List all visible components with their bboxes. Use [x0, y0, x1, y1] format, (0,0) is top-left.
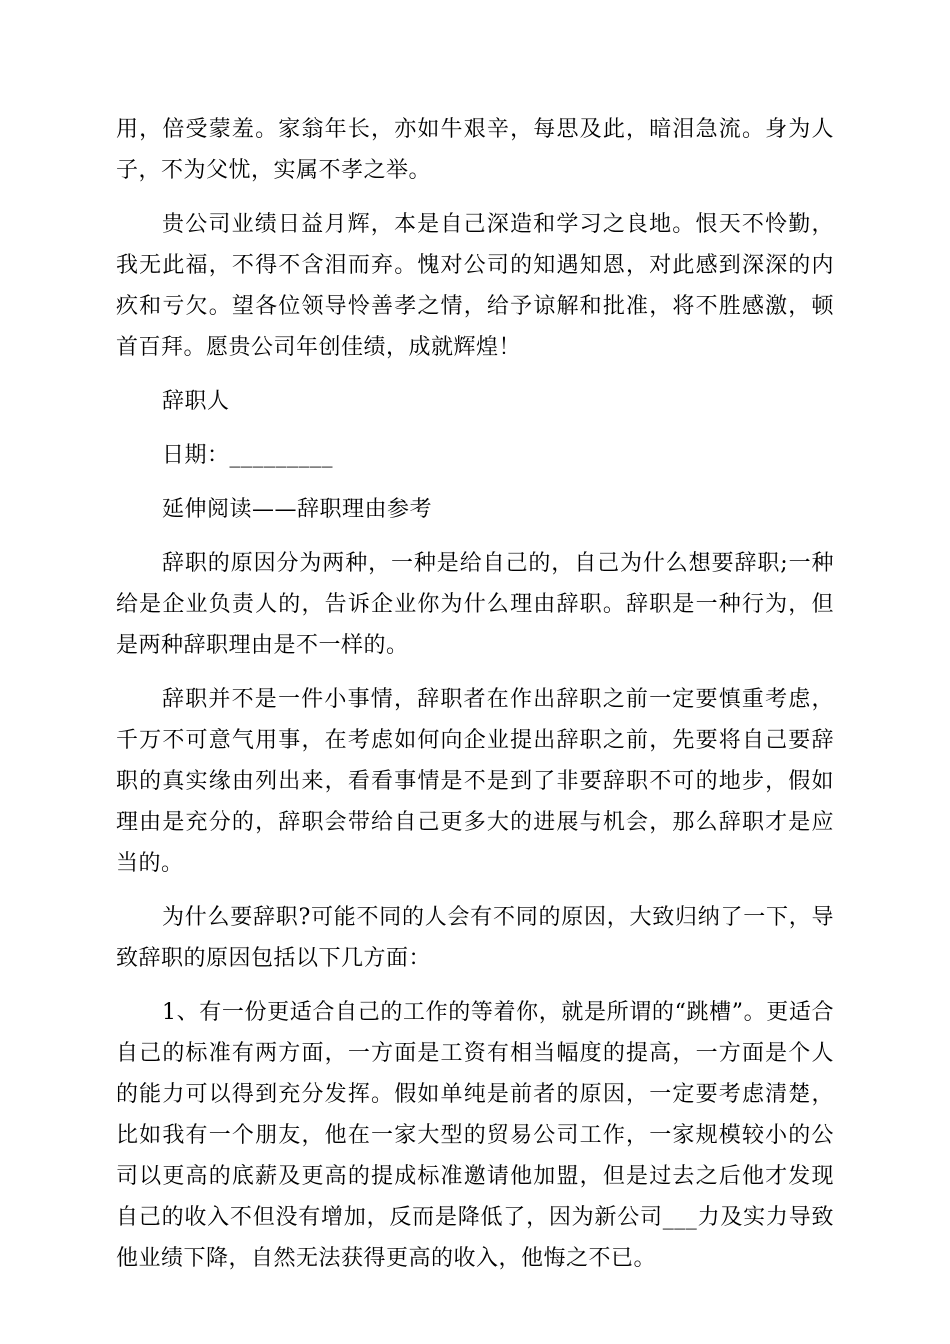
- document-page: [116, 109, 834, 1279]
- paragraph-reasons-types: 辞职的原因分为两种，一种是给自己的，自己为什么想要辞职;一种给是企业负责人的，告诉企业你为什么理由辞职。辞职是一种行为，但是两种辞职理由是不一样的。: [116, 551, 834, 658]
- paragraph-reason-1: 1、有一份更适合自己的工作的等着你，就是所谓的“跳槽”。更适合自己的标准有两方面，一方面是工资有相当幅度的提高，一方面是个人的能力可以得到充分发挥。假如单纯是前者的原因，一定要考虑清楚，比如我有一个朋友，他在一家大型的贸易公司工作，一家规模较小的公司以更高的底薪及更高的提成标准邀请他加盟，但是过去之后他才发现自己的收入不但没有增加，反而是降低了，因为新公司___力及实力导致他业绩下降，自然无法获得更高的收入，他悔之不已。: [116, 1000, 834, 1271]
- paragraph-why-resign: 为什么要辞职?可能不同的人会有不同的原因，大致归纳了一下，导致辞职的原因包括以下几方面：: [116, 905, 834, 971]
- paragraph-careful-consideration: 辞职并不是一件小事情，辞职者在作出辞职之前一定要慎重考虑，千万不可意气用事，在考虑如何向企业提出辞职之前，先要将自己要辞职的真实缘由列出来，看看事情是不是到了非要辞职不可的地步，假如理由是充分的，辞职会带给自己更多大的进展与机会，那么辞职才是应当的。: [116, 687, 834, 876]
- paragraph-closing: 贵公司业绩日益月辉，本是自己深造和学习之良地。恨天不怜勤，我无此福，不得不含泪而弃。愧对公司的知遇知恩，对此感到深深的内疚和亏欠。望各位领导怜善孝之情，给予谅解和批准，将不胜感激，顿首百拜。愿贵公司年创佳绩，成就辉煌！: [116, 212, 834, 360]
- section-heading: 延伸阅读——辞职理由参考: [162, 497, 433, 522]
- date-line: 日期：_________: [162, 443, 334, 468]
- signature-line: 辞职人: [162, 389, 230, 414]
- paragraph-continuation: 用，倍受蒙羞。家翁年长，亦如牛艰辛，每思及此，暗泪急流。身为人子，不为父忧，实属不孝之举。: [116, 117, 834, 183]
